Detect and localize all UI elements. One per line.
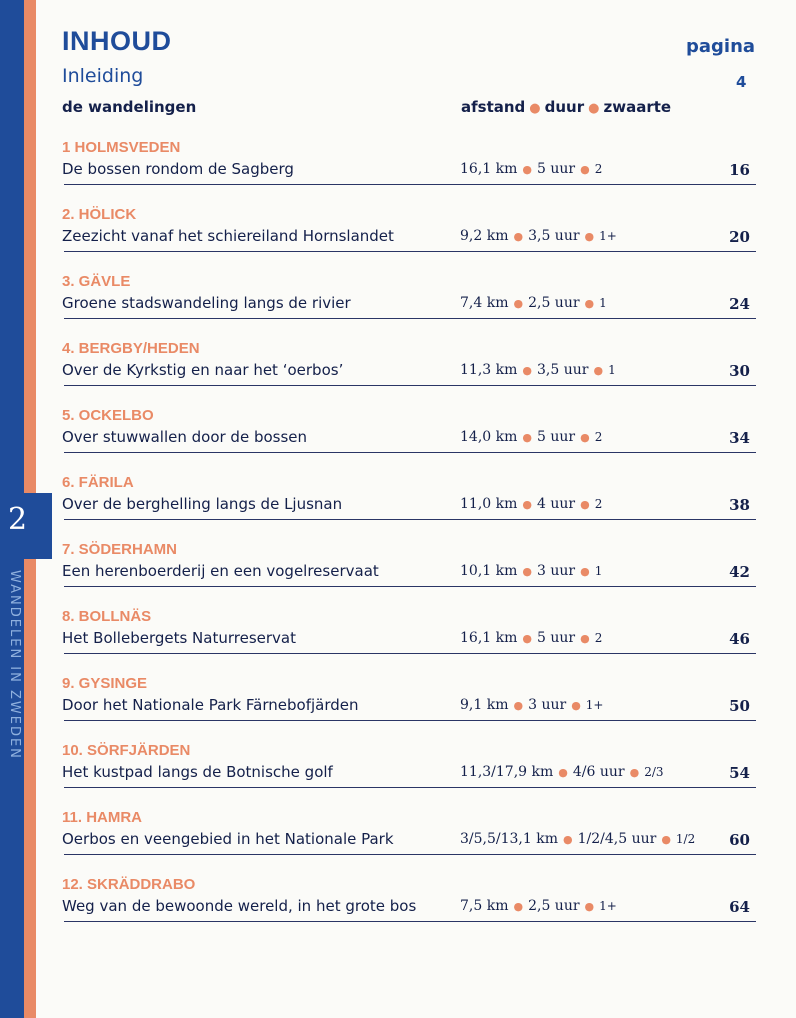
route-title: 1 HOLMSVEDEN <box>62 139 181 156</box>
page-column-label: pagina <box>686 36 756 57</box>
route-distance: 7,5 km <box>460 898 509 914</box>
bullet-icon: ● <box>661 833 671 846</box>
route-difficulty: 1 <box>599 296 607 310</box>
route-distance: 11,3/17,9 km <box>460 764 554 780</box>
route-distance: 11,0 km <box>460 496 518 512</box>
route-difficulty: 2 <box>594 162 603 176</box>
route-duration: 3,5 uur <box>528 228 580 244</box>
divider <box>64 184 756 185</box>
route-title: 12. SKRÄDDRABO <box>62 876 196 893</box>
bullet-icon: ● <box>584 230 595 243</box>
route-difficulty: 1+ <box>585 698 604 712</box>
route-description: Weg van de bewoonde wereld, in het grote bos <box>62 897 417 915</box>
bullet-icon: ● <box>558 766 568 779</box>
route-difficulty: 2 <box>594 430 603 444</box>
route-stats <box>460 362 616 378</box>
route-description: Het Bollebergets Naturreservat <box>62 629 296 647</box>
route-page-number: 16 <box>729 161 750 179</box>
route-title: 4. BERGBY/HEDEN <box>62 340 200 357</box>
section-label: de wandelingen <box>62 98 197 116</box>
route-stats <box>460 630 602 646</box>
route-page-number: 46 <box>729 630 750 648</box>
route-entry[interactable] <box>62 607 756 674</box>
divider <box>64 787 756 788</box>
bullet-icon: ● <box>580 565 590 578</box>
route-duration: 3,5 uur <box>537 362 589 378</box>
route-difficulty: 1 <box>608 363 616 377</box>
route-page-number: 54 <box>729 764 750 782</box>
bullet-icon: ● <box>593 364 604 377</box>
route-stats <box>460 228 617 244</box>
route-page-number: 64 <box>729 898 750 916</box>
route-difficulty: 1+ <box>599 899 617 913</box>
route-entry[interactable] <box>62 808 756 875</box>
route-title: 8. BOLLNÄS <box>62 608 152 625</box>
route-distance: 11,3 km <box>460 362 518 378</box>
bullet-icon: ● <box>584 900 595 913</box>
bullet-icon: ● <box>522 632 532 645</box>
route-stats <box>460 295 607 311</box>
intro-link[interactable]: Inleiding <box>62 65 144 87</box>
distance-header: afstand <box>461 98 526 116</box>
route-entry[interactable] <box>62 138 756 205</box>
bullet-icon: ● <box>513 230 524 243</box>
route-duration: 5 uur <box>537 429 576 445</box>
chapter-tab <box>0 493 52 559</box>
spine-text: WANDELEN IN ZWEDEN <box>7 570 22 760</box>
route-title: 9. GYSINGE <box>62 675 148 692</box>
route-stats <box>460 898 617 914</box>
route-distance: 16,1 km <box>460 630 518 646</box>
route-duration: 2,5 uur <box>528 898 580 914</box>
route-title: 5. OCKELBO <box>62 407 154 424</box>
route-stats <box>460 161 602 177</box>
bullet-icon: ● <box>584 297 595 310</box>
route-difficulty: 1+ <box>599 229 617 243</box>
route-page-number: 34 <box>729 429 750 447</box>
duration-header: duur <box>544 98 585 116</box>
route-entry[interactable] <box>62 272 756 339</box>
bullet-icon: ● <box>580 163 590 176</box>
route-title: 2. HÖLICK <box>62 206 137 223</box>
route-duration: 4 uur <box>537 496 576 512</box>
route-description: Over de berghelling langs de Ljusnan <box>62 495 343 513</box>
route-entry[interactable] <box>62 339 756 406</box>
route-distance: 9,2 km <box>460 228 509 244</box>
route-distance: 16,1 km <box>460 161 518 177</box>
bullet-icon: ● <box>529 101 541 116</box>
route-stats <box>460 697 604 713</box>
divider <box>64 251 756 252</box>
bullet-icon: ● <box>513 699 524 712</box>
divider <box>64 318 756 319</box>
divider <box>64 452 756 453</box>
route-difficulty: 2 <box>594 497 603 511</box>
route-stats <box>460 429 602 445</box>
bullet-icon: ● <box>588 101 600 116</box>
route-title: 6. FÄRILA <box>62 474 134 491</box>
route-entry[interactable] <box>62 741 756 808</box>
divider <box>64 586 756 587</box>
route-stats <box>460 764 664 780</box>
route-duration: 1/2/4,5 uur <box>577 831 657 847</box>
route-entry[interactable] <box>62 473 756 540</box>
route-difficulty: 2 <box>594 631 603 645</box>
route-description: Het kustpad langs de Botnische golf <box>62 763 333 781</box>
divider <box>64 854 756 855</box>
route-difficulty: 1 <box>594 564 603 578</box>
route-entry[interactable] <box>62 540 756 607</box>
route-description: Over de Kyrkstig en naar het ‘oerbos’ <box>62 361 344 379</box>
route-distance: 10,1 km <box>460 563 518 579</box>
route-title: 7. SÖDERHAMN <box>62 541 178 558</box>
route-duration: 3 uur <box>537 563 576 579</box>
route-duration: 3 uur <box>528 697 567 713</box>
route-distance: 9,1 km <box>460 697 509 713</box>
divider <box>64 720 756 721</box>
bullet-icon: ● <box>513 297 524 310</box>
route-entry[interactable] <box>62 674 756 741</box>
route-title: 11. HAMRA <box>62 809 143 826</box>
bullet-icon: ● <box>513 900 524 913</box>
route-description: Door het Nationale Park Färnebofjärden <box>62 696 359 714</box>
route-duration: 4/6 uur <box>572 764 625 780</box>
route-stats <box>460 563 602 579</box>
route-description: Oerbos en veengebied in het Nationale Park <box>62 830 394 848</box>
intro-page-number: 4 <box>736 73 747 91</box>
bullet-icon: ● <box>522 364 532 377</box>
route-stats <box>460 496 602 512</box>
route-description: Een herenboerderij en een vogelreservaat <box>62 562 379 580</box>
route-description: Zeezicht vanaf het schiereiland Hornslandet <box>62 227 394 245</box>
bullet-icon: ● <box>522 565 532 578</box>
route-duration: 5 uur <box>537 630 576 646</box>
bullet-icon: ● <box>563 833 573 846</box>
route-page-number: 30 <box>729 362 750 380</box>
route-page-number: 42 <box>729 563 750 581</box>
route-page-number: 24 <box>729 295 750 313</box>
bullet-icon: ● <box>580 431 590 444</box>
bullet-icon: ● <box>522 431 532 444</box>
divider <box>64 385 756 386</box>
divider <box>64 653 756 654</box>
route-description: Over stuwwallen door de bossen <box>62 428 308 446</box>
route-difficulty: 2/3 <box>644 765 664 779</box>
route-difficulty: 1/2 <box>675 832 696 846</box>
route-description: Groene stadswandeling langs de rivier <box>62 294 351 312</box>
bullet-icon: ● <box>571 699 581 712</box>
route-title: 10. SÖRFJÄRDEN <box>62 742 191 759</box>
route-description: De bossen rondom de Sagberg <box>62 160 294 178</box>
bullet-icon: ● <box>629 766 640 779</box>
page-title: INHOUD <box>62 26 172 56</box>
route-duration: 2,5 uur <box>528 295 580 311</box>
difficulty-header: zwaarte <box>603 98 672 116</box>
route-title: 3. GÄVLE <box>62 273 131 290</box>
divider <box>64 921 756 922</box>
route-page-number: 50 <box>729 697 750 715</box>
route-page-number: 60 <box>729 831 750 849</box>
route-stats <box>460 831 695 847</box>
route-entry[interactable] <box>62 875 756 942</box>
bullet-icon: ● <box>522 498 532 511</box>
route-entry[interactable] <box>62 406 756 473</box>
route-entry[interactable] <box>62 205 756 272</box>
column-headers <box>461 98 671 116</box>
bullet-icon: ● <box>580 498 590 511</box>
route-page-number: 38 <box>729 496 750 514</box>
divider <box>64 519 756 520</box>
bullet-icon: ● <box>522 163 532 176</box>
bullet-icon: ● <box>580 632 590 645</box>
route-distance: 14,0 km <box>460 429 518 445</box>
route-distance: 3/5,5/13,1 km <box>460 831 558 847</box>
chapter-number: 2 <box>8 502 28 537</box>
route-duration: 5 uur <box>537 161 576 177</box>
route-distance: 7,4 km <box>460 295 509 311</box>
route-page-number: 20 <box>729 228 750 246</box>
